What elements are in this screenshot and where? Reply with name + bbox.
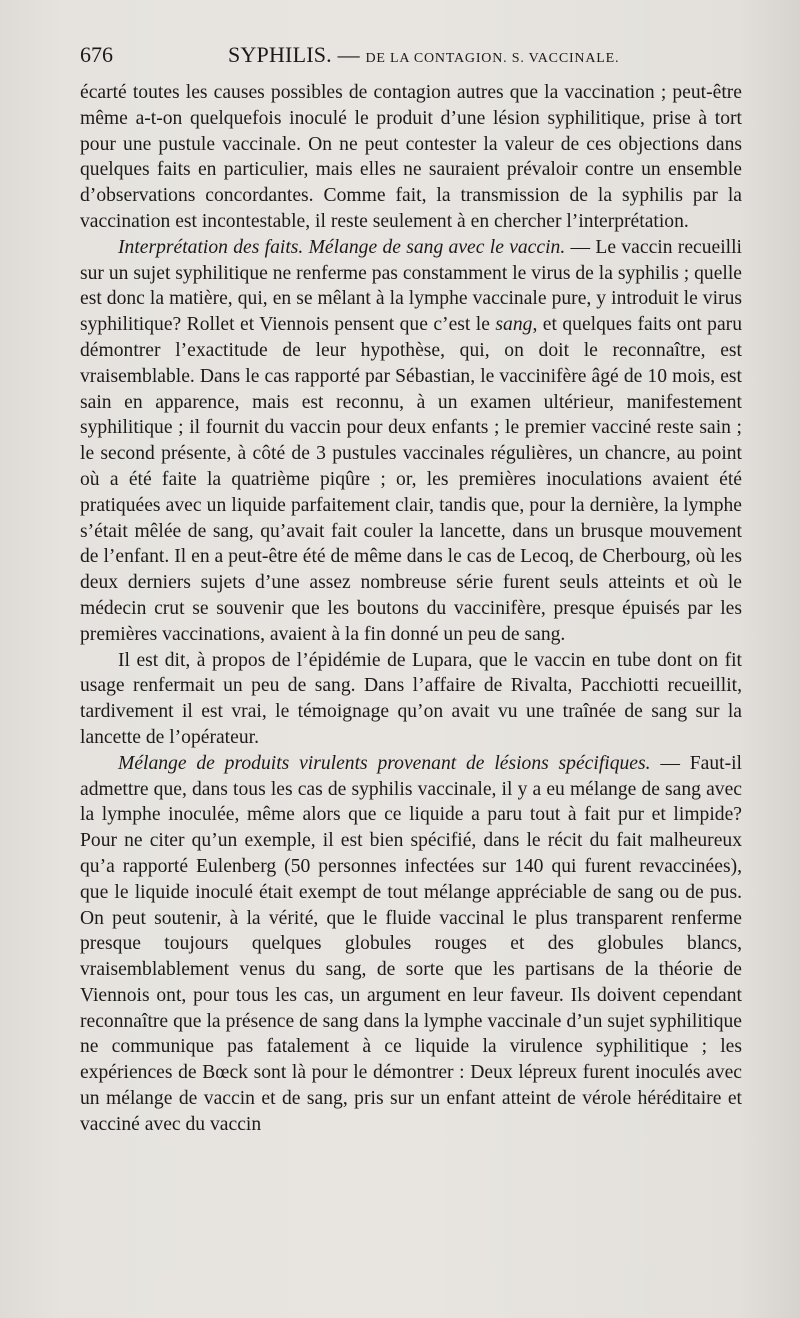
paragraph-4: [80, 751, 742, 1138]
body-text: [80, 80, 742, 1138]
paragraph-3: Il est dit, à propos de l’épidémie de Lupara, que le vaccin en tube dont on fit usage renfermait un peu de sang. Dans l’affaire de Rivalta, Pacchiotti recueillit, tardivement il est vrai, le témoignage qu’on avait vu une traînée de sang sur la lancette de l’opérateur.: [80, 649, 742, 748]
paragraph-1: écarté toutes les causes possibles de contagion autres que la vaccination ; peut-être même a-t-on quelquefois inoculé le produit d’une lésion syphilitique, prise à tort pour une pustule vaccinale. On ne peut contester la valeur de ces objections dans quelques faits en particulier, mais elles ne sauraient prévaloir contre un ensemble d’observations concordantes. Comme fait, la transmission de la syphilis par la vaccination est incontestable, il reste seulement à en chercher l’interprétation.: [80, 82, 742, 232]
paragraph-4-text: — Faut-il admettre que, dans tous les cas de syphilis vaccinale, il y a eu mélange de sang avec la lymphe inoculée, même alors que ce liquide a paru tout à fait pur et limpide? Pour ne citer qu’un exemple, il est bien spécifié, dans le récit du fait malheureux qu’a rapporté Eulenberg (50 personnes infectées sur 140 qui furent revaccinées), que le liquide inoculé était exempt de tout mélange appréciable de sang ou de pus. On peut soutenir, à la vérité, que le fluide vaccinal le plus transparent renferme presque toujours quelques globules rouges et des globules blancs, vraisemblablement venus du sang, de sorte que les partisans de la théorie de Viennois ont, pour tous les cas, un argument en leur faveur. Ils doivent cependant reconnaître que la présence de sang dans la lymphe vaccinale d’un sujet syphilitique ne communique pas fatalement à ce liquide la virulence syphilitique ; les expériences de Bœck sont là pour le démontrer : Deux lépreux furent inoculés avec un mélange de vaccin et de sang, pris sur un enfant atteint de vérole héréditaire et vacciné avec du vaccin: [80, 752, 743, 1135]
running-title-sub: DE LA CONTAGION. S. VACCINALE.: [365, 51, 620, 66]
paragraph-2-text-a: — Le vaccin recueilli sur un sujet syphilitique ne renferme pas constamment le virus de la syphilis ; quelle est donc la matière, qui, en se mêlant à la lymphe vaccinale pure, y introduit le virus syphilitique? Rollet et Viennois pensent que c’est le: [80, 236, 742, 336]
running-header: [80, 40, 740, 76]
paragraph-2-text-b: , et quelques faits ont paru démontrer l’exactitude de leur hypothèse, qui, on doit le reconnaître, est vraisemblable. Dans le cas rapporté par Sébastian, le vaccinifère âgé de 10 mois, est sain en apparence, mais est reconnu, à un examen ultérieur, manifestement syphilitique ; il fournit du vaccin pour deux enfants ; le premier vacciné reste sain ; le second présente, à côté de 3 pustules vaccinales régulières, un chancre, au point où a été faite la quatrième piqûre ; or, les premières inoculations avaient été pratiquées avec un liquide parfaitement clair, tandis que, pour la dernière, la lymphe s’était mêlée de sang, qu’avait fait couler la lancette, dans un brusque mouvement de l’enfant. Il en a peut-être été de même dans le cas de Lecoq, de Cherbourg, où les deux derniers sujets d’une assez nombreuse série furent seuls atteints et où le médecin crut se souvenir que les boutons du vaccinifère, presque épuisés par les premières vaccinations, avaient à la fin donné un peu de sang.: [80, 314, 742, 645]
running-title: [228, 42, 619, 68]
emphasis-sang: sang: [495, 314, 533, 336]
section-heading-melange: Mélange de produits virulents provenant de lésions spécifiques.: [118, 752, 651, 774]
page-number: 676: [80, 42, 113, 67]
running-title-main: SYPHILIS. —: [228, 42, 360, 67]
section-heading-interpretation: Interprétation des faits. Mélange de sang avec le vaccin.: [118, 236, 566, 258]
paragraph-2: [80, 235, 742, 648]
